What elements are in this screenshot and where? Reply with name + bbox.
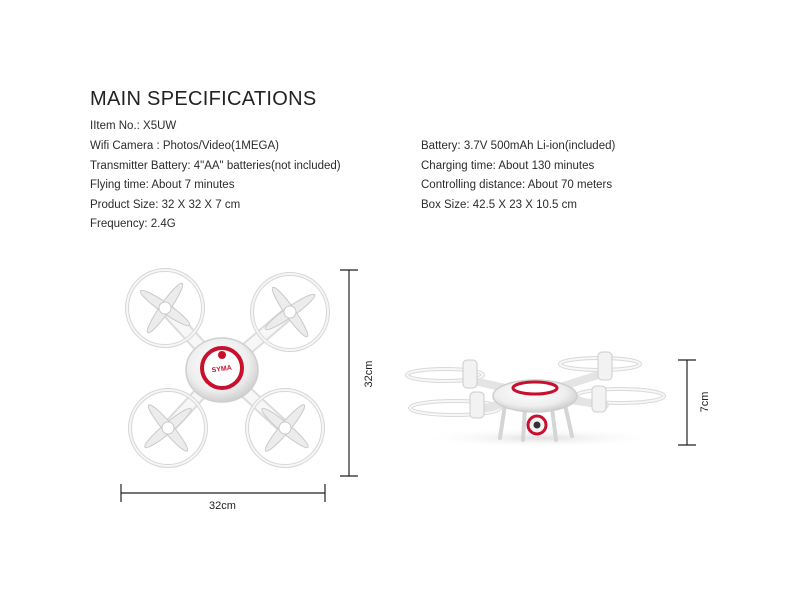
spec-frequency: Frequency: 2.4G: [90, 218, 176, 230]
drone-top-view: [127, 270, 328, 466]
spec-item-number: IItem No.: X5UW: [90, 120, 177, 132]
drone-side-view: [407, 352, 664, 448]
spec-transmitter-battery: Transmitter Battery: 4"AA" batteries(not included): [90, 160, 341, 172]
spec-box-size: Box Size: 42.5 X 23 X 10.5 cm: [421, 199, 577, 211]
spec-charging-time: Charging time: About 130 minutes: [421, 160, 595, 172]
top-view-height-label: 32cm: [363, 360, 375, 388]
top-view-width-label: 32cm: [209, 500, 236, 512]
side-view-height-label: 7cm: [699, 391, 711, 413]
brand-logo: SYMA: [211, 364, 233, 375]
spec-controlling-distance: Controlling distance: About 70 meters: [421, 179, 613, 191]
spec-wifi-camera: Wifi Camera : Photos/Video(1MEGA): [90, 140, 279, 152]
spec-battery: Battery: 3.7V 500mAh Li-ion(included): [421, 140, 616, 152]
dimension-lines-side-view: [678, 360, 696, 445]
page-title: MAIN SPECIFICATIONS: [90, 88, 317, 110]
spec-product-size: Product Size: 32 X 32 X 7 cm: [90, 199, 241, 211]
spec-flying-time: Flying time: About 7 minutes: [90, 179, 235, 191]
